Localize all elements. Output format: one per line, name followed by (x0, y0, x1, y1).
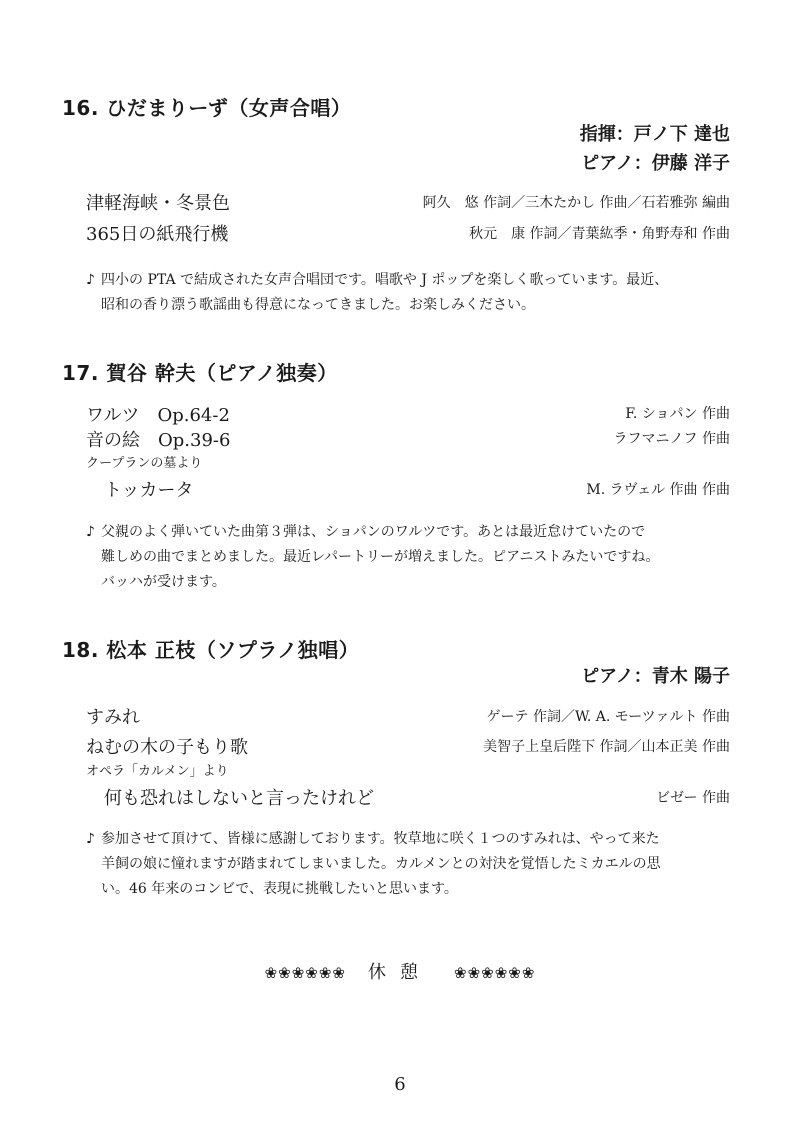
section-18-piece-1-title: すみれ (86, 707, 140, 728)
section-16-piece-2-credit: 秋元 康 作詞／青葉紘季・角野寿和 作曲 (469, 226, 730, 242)
section-17-piece-3-subtitle: クープランの墓より (86, 456, 203, 471)
page-number: 6 (394, 1074, 406, 1095)
section-18-piece-3-subtitle: オペラ「カルメン」より (86, 764, 229, 779)
section-16-piece-1-credit: 阿久 悠 作詞／三木たかし 作曲／石若雅弥 編曲 (422, 195, 730, 211)
section-18-piece-3-credit: ビゼー 作曲 (656, 790, 730, 806)
intermission-label: 休憩 (368, 962, 432, 983)
flower-row-left: ❀❀❀❀❀❀ (264, 964, 346, 982)
eighth-note-icon: ♪ (86, 272, 95, 288)
eighth-note-icon: ♪ (86, 524, 95, 540)
section-17-heading: 17. 賀谷 幹夫（ピアノ独奏） (62, 361, 338, 385)
section-18-heading: 18. 松本 正枝（ソプラノ独唱） (62, 638, 360, 662)
section-17-piece-1-credit: F. ショパン 作曲 (625, 406, 730, 422)
eighth-note-icon: ♪ (86, 831, 95, 847)
section-18-comment: ♪ 参加させて頂けて、皆様に感謝しております。牧草地に咲く１つのすみれは、やって来た 羊飼の娘に憧れますが踏まれてしまいました。カルメンとの対決を覚悟したミカエルの思 い。46 年来のコンビで、表現に挑戦したいと思います。 (86, 827, 736, 902)
section-16-heading: 16. ひだまりーず（女声合唱） (62, 96, 352, 120)
section-17-piece-3-credit: M. ラヴェル 作曲 作曲 (586, 482, 730, 498)
section-18-piece-2-title: ねむの木の子もり歌 (86, 737, 248, 758)
section-16-conductor: 指揮：戸ノ下 達也 (579, 124, 730, 145)
flower-row-right: ❀❀❀❀❀❀ (454, 964, 536, 982)
section-17-piece-2-credit: ラフマニノフ 作曲 (613, 431, 730, 447)
section-16-piece-1-title: 津軽海峡・冬景色 (86, 193, 230, 214)
section-17-piece-2-title: 音の絵 Op.39-6 (86, 430, 231, 451)
section-18-piece-1-credit: ゲーテ 作詞／W. A. モーツァルト 作曲 (486, 709, 730, 725)
section-18-piece-2-credit: 美智子上皇后陛下 作詞／山本正美 作曲 (483, 739, 730, 755)
section-18-piece-3-title: 何も恐れはしないと言ったけれど (104, 788, 374, 809)
section-17-comment: ♪ 父親のよく弾いていた曲第３弾は、ショパンのワルツです。あとは最近怠けていたので 難しめの曲でまとめました。最近レパートリーが増えました。ピアニストみたいですね。 バッハが受けます。 (86, 520, 736, 595)
section-18-pianist: ピアノ：青木 陽子 (581, 666, 730, 687)
section-16-pianist: ピアノ：伊藤 洋子 (581, 153, 730, 174)
section-16-comment: ♪ 四小の PTA で結成された女声合唱団です。唱歌や J ポップを楽しく歌っています。最近、 昭和の香り漂う歌謡曲も得意になってきました。お楽しみください。 (86, 268, 736, 318)
section-17-piece-1-title: ワルツ Op.64-2 (86, 405, 230, 426)
section-16-piece-2-title: 365日の紙飛行機 (86, 224, 229, 245)
section-17-piece-3-title: トッカータ (104, 480, 194, 501)
intermission-banner (0, 958, 800, 984)
